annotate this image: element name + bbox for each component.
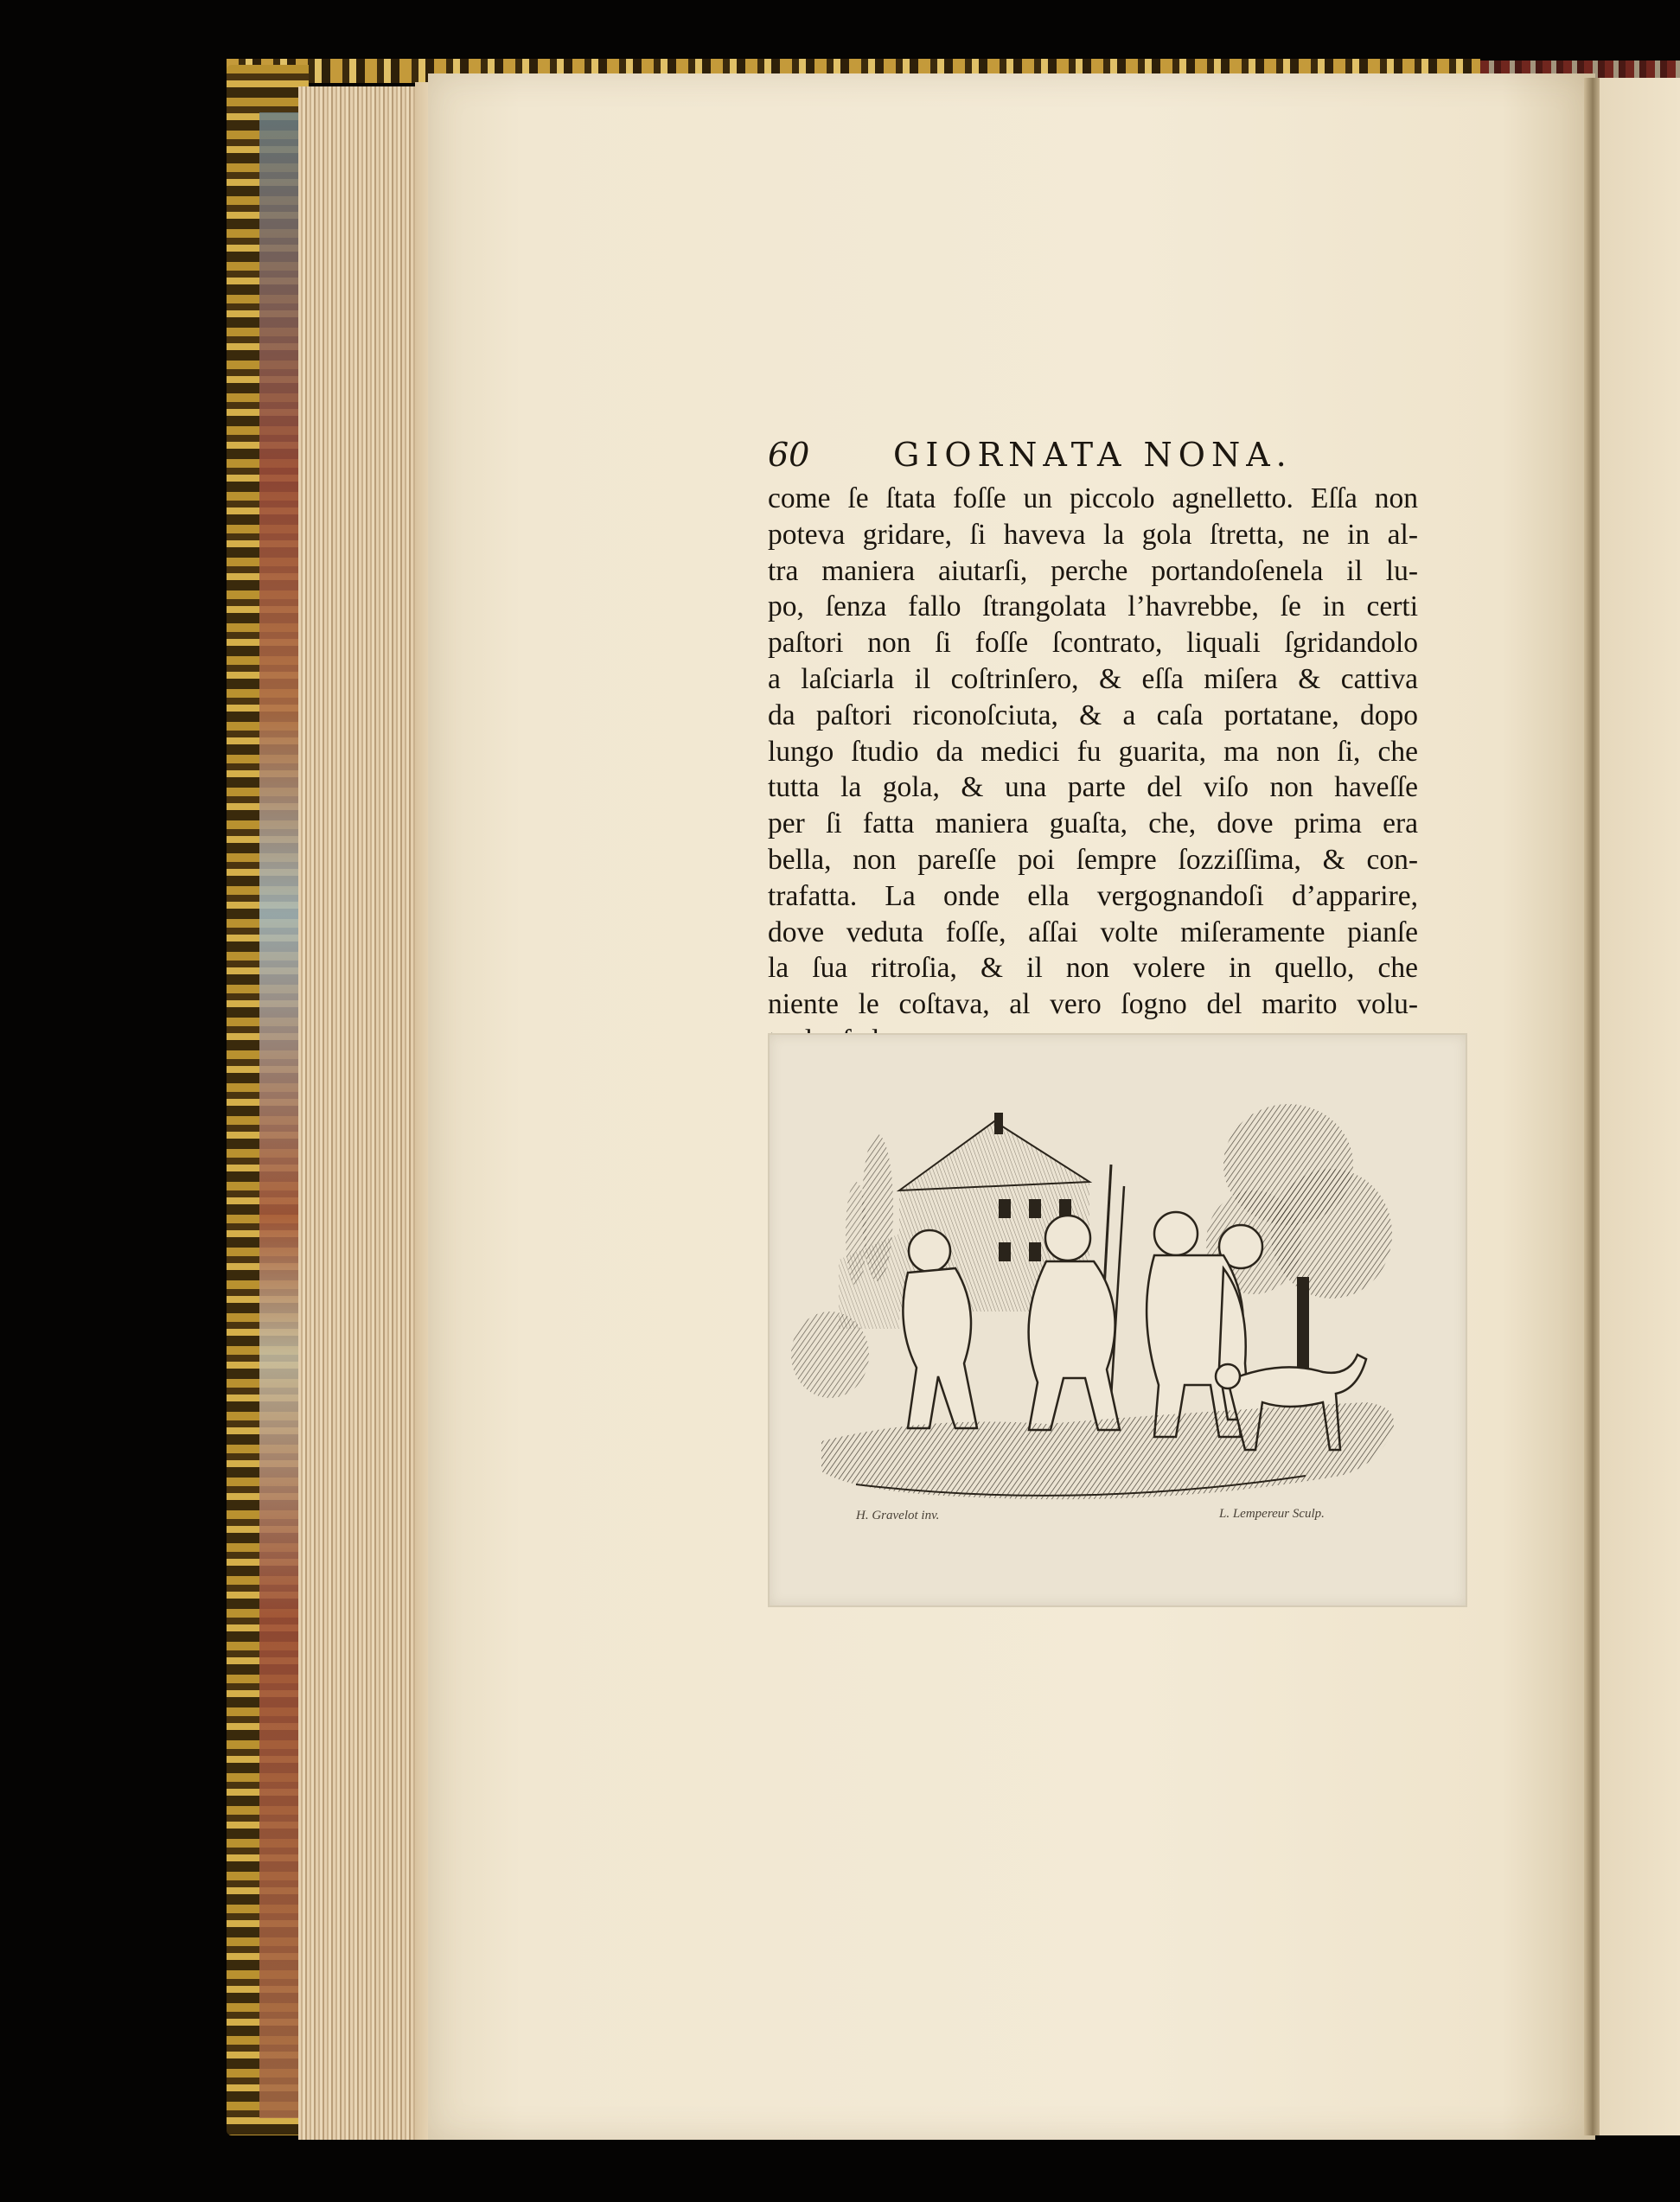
text-line: a laſciarla il coſtrinſero, & eſſa miſera & cattiva [768,662,1418,695]
text-line: po, ſenza fallo ſtrangolata l’havrebbe, ſe in certi [768,590,1418,623]
body-text [768,481,1418,1059]
text-line: niente le coſtava, al vero ſogno del marito volu- [768,988,1418,1021]
text-line: lungo ſtudio da medici fu guarita, ma non ſi, che [768,735,1418,768]
cypress-tree [862,1134,893,1281]
artist-credit: H. Gravelot inv. [856,1509,940,1522]
page-number: 60 [768,436,810,474]
text-line: tutta la gola, & una parte del viſo non haveſſe [768,771,1418,804]
marbled-endpaper [259,112,298,2118]
facing-page-edge [1600,78,1680,2135]
text-line: trafatta. La onde ella vergognandoſi d’apparire, [768,879,1418,912]
text-line: come ſe ſtata foſſe un piccolo agnelletto. Eſſa non [768,482,1418,514]
engraver-credit: L. Lempereur Sculp. [1219,1507,1325,1521]
engraving-plate [768,1033,1467,1607]
text-line: tra maniera aiutarſi, perche portandoſenela il lu- [768,554,1418,587]
text-line: per ſi fatta maniera guaſta, che, dove prima era [768,807,1418,840]
text-line: dove veduta foſſe, aſſai volte miſeramente pianſe [768,916,1418,948]
page-gutter [1584,78,1601,2135]
page-leaves-stack [298,86,432,2140]
text-line: da paſtori riconoſciuta, & a caſa portatane, dopo [768,699,1418,731]
text-line: bella, non pareſſe poi ſempre ſozziſſima, & con- [768,843,1418,876]
text-line: poteva gridare, ſi haveva la gola ſtretta, ne in al- [768,518,1418,551]
running-head: GIORNATA NONA. [893,436,1293,474]
text-line: la ſua ritroſia, & il non volere in quello, che [768,952,1418,985]
page-header [768,431,1321,482]
text-line: paſtori non ſi foſſe ſcontrato, liquali ſgridandolo [768,627,1418,660]
